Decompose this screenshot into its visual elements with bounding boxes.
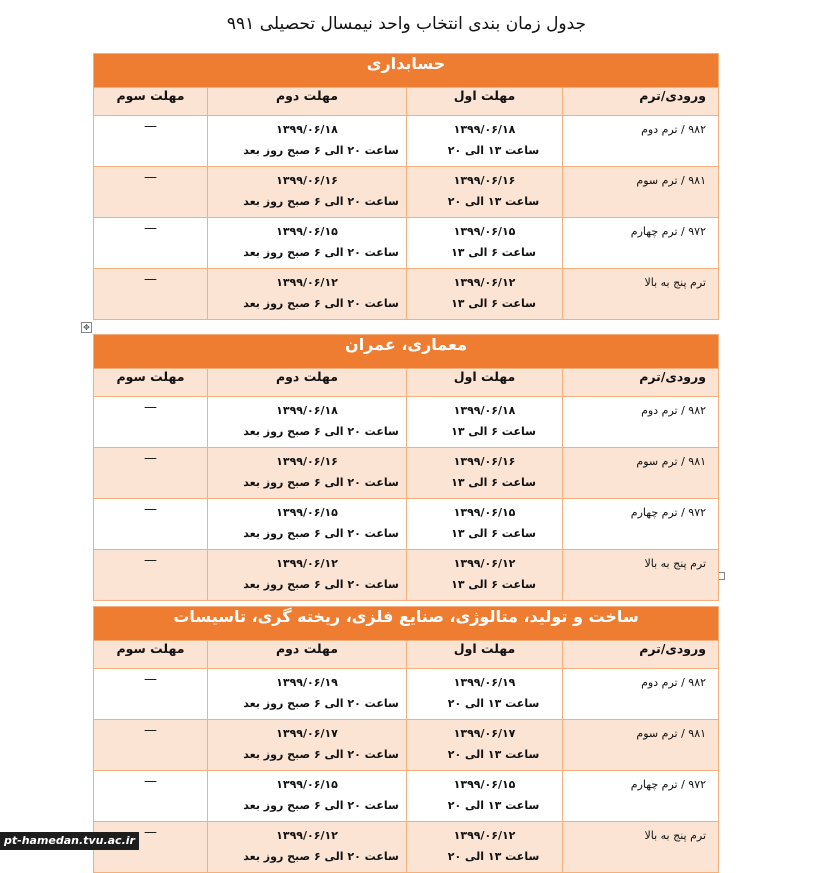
term-cell: ترم پنج به بالا: [563, 822, 719, 873]
deadline-date: ۱۳۹۹/۰۶/۱۸: [276, 404, 338, 417]
third-deadline-cell: —: [94, 397, 208, 448]
column-header-third-deadline: مهلت سوم: [94, 369, 208, 397]
column-header-first-deadline: مهلت اول: [407, 88, 563, 116]
second-deadline-cell: [208, 116, 407, 167]
deadline-date: ۱۳۹۹/۰۶/۱۷: [453, 727, 516, 740]
deadline-date: ۱۳۹۹/۰۶/۱۹: [276, 676, 338, 689]
term-cell: ۹۷۲ / ترم چهارم: [563, 771, 719, 822]
deadline-time: ساعت ۶ الی ۱۳: [451, 578, 536, 591]
schedule-table-architecture: [93, 334, 719, 601]
first-deadline-cell: [407, 218, 563, 269]
deadline-time: ساعت ۲۰ الی ۶ صبح روز بعد: [243, 144, 399, 157]
deadline-time: ساعت ۱۳ الی ۲۰: [447, 748, 540, 761]
deadline-time: ساعت ۱۳ الی ۲۰: [447, 850, 540, 863]
table-row: [94, 499, 719, 550]
deadline-time: ساعت ۶ الی ۱۳: [451, 425, 536, 438]
deadline-time: ساعت ۲۰ الی ۶ صبح روز بعد: [243, 425, 399, 438]
section-title: حسابداری: [94, 54, 719, 88]
schedule-table-manufacturing: [93, 606, 719, 873]
table-row: [94, 822, 719, 873]
deadline-date: ۱۳۹۹/۰۶/۱۲: [276, 829, 338, 842]
schedule-table-accounting: [93, 53, 719, 320]
column-header-second-deadline: مهلت دوم: [208, 88, 407, 116]
deadline-time: ساعت ۲۰ الی ۶ صبح روز بعد: [243, 297, 399, 310]
deadline-date: ۱۳۹۹/۰۶/۱۲: [453, 276, 516, 289]
table-row: [94, 167, 719, 218]
second-deadline-cell: [208, 720, 407, 771]
term-cell: ترم پنج به بالا: [563, 550, 719, 601]
table-row: [94, 669, 719, 720]
page-title: جدول زمان بندی انتخاب واحد نیمسال تحصیلی ۹۹۱: [226, 14, 587, 34]
term-cell: ۹۷۲ / ترم چهارم: [563, 218, 719, 269]
term-cell: ۹۸۱ / ترم سوم: [563, 720, 719, 771]
first-deadline-cell: [407, 499, 563, 550]
deadline-date: ۱۳۹۹/۰۶/۱۵: [276, 778, 338, 791]
table-row: [94, 448, 719, 499]
deadline-time: ساعت ۲۰ الی ۶ صبح روز بعد: [243, 850, 399, 863]
deadline-date: ۱۳۹۹/۰۶/۱۵: [276, 506, 338, 519]
site-watermark: pt-hamedan.tvu.ac.ir: [0, 832, 139, 850]
term-cell: ۹۷۲ / ترم چهارم: [563, 499, 719, 550]
second-deadline-cell: [208, 550, 407, 601]
deadline-date: ۱۳۹۹/۰۶/۱۸: [453, 123, 516, 136]
deadline-time: ساعت ۲۰ الی ۶ صبح روز بعد: [243, 476, 399, 489]
deadline-time: ساعت ۲۰ الی ۶ صبح روز بعد: [243, 246, 399, 259]
deadline-time: ساعت ۶ الی ۱۳: [451, 297, 536, 310]
deadline-date: ۱۳۹۹/۰۶/۱۵: [453, 225, 516, 238]
column-header-second-deadline: مهلت دوم: [208, 641, 407, 669]
third-deadline-cell: —: [94, 218, 208, 269]
deadline-date: ۱۳۹۹/۰۶/۱۲: [276, 276, 338, 289]
first-deadline-cell: [407, 822, 563, 873]
term-cell: ترم پنج به بالا: [563, 269, 719, 320]
table-row: [94, 550, 719, 601]
first-deadline-cell: [407, 771, 563, 822]
table-row: [94, 397, 719, 448]
third-deadline-cell: —: [94, 448, 208, 499]
second-deadline-cell: [208, 397, 407, 448]
third-deadline-cell: —: [94, 167, 208, 218]
column-header-term: ورودی/ترم: [563, 369, 719, 397]
deadline-time: ساعت ۱۳ الی ۲۰: [447, 799, 540, 812]
deadline-date: ۱۳۹۹/۰۶/۱۷: [276, 727, 338, 740]
column-header-third-deadline: مهلت سوم: [94, 88, 208, 116]
second-deadline-cell: [208, 771, 407, 822]
third-deadline-cell: —: [94, 116, 208, 167]
term-cell: ۹۸۲ / ترم دوم: [563, 669, 719, 720]
third-deadline-cell: —: [94, 550, 208, 601]
first-deadline-cell: [407, 669, 563, 720]
term-cell: ۹۸۲ / ترم دوم: [563, 397, 719, 448]
third-deadline-cell: —: [94, 269, 208, 320]
deadline-time: ساعت ۶ الی ۱۳: [451, 527, 536, 540]
deadline-date: ۱۳۹۹/۰۶/۱۶: [276, 174, 338, 187]
term-cell: ۹۸۱ / ترم سوم: [563, 167, 719, 218]
first-deadline-cell: [407, 116, 563, 167]
column-header-second-deadline: مهلت دوم: [208, 369, 407, 397]
third-deadline-cell: —: [94, 822, 208, 873]
section-title: معماری، عمران: [94, 335, 719, 369]
column-header-third-deadline: مهلت سوم: [94, 641, 208, 669]
deadline-time: ساعت ۶ الی ۱۳: [451, 476, 536, 489]
first-deadline-cell: [407, 448, 563, 499]
table-row: [94, 720, 719, 771]
first-deadline-cell: [407, 397, 563, 448]
term-cell: ۹۸۱ / ترم سوم: [563, 448, 719, 499]
second-deadline-cell: [208, 269, 407, 320]
deadline-date: ۱۳۹۹/۰۶/۱۸: [276, 123, 338, 136]
column-header-term: ورودی/ترم: [563, 641, 719, 669]
table-row: [94, 269, 719, 320]
column-header-first-deadline: مهلت اول: [407, 369, 563, 397]
first-deadline-cell: [407, 550, 563, 601]
second-deadline-cell: [208, 499, 407, 550]
column-header-first-deadline: مهلت اول: [407, 641, 563, 669]
table-row: [94, 218, 719, 269]
second-deadline-cell: [208, 448, 407, 499]
column-header-term: ورودی/ترم: [563, 88, 719, 116]
third-deadline-cell: —: [94, 669, 208, 720]
deadline-time: ساعت ۲۰ الی ۶ صبح روز بعد: [243, 799, 399, 812]
second-deadline-cell: [208, 167, 407, 218]
second-deadline-cell: [208, 218, 407, 269]
deadline-time: ساعت ۱۳ الی ۲۰: [447, 195, 540, 208]
deadline-time: ساعت ۲۰ الی ۶ صبح روز بعد: [243, 195, 399, 208]
second-deadline-cell: [208, 822, 407, 873]
deadline-date: ۱۳۹۹/۰۶/۱۹: [453, 676, 516, 689]
deadline-time: ساعت ۲۰ الی ۶ صبح روز بعد: [243, 578, 399, 591]
deadline-time: ساعت ۶ الی ۱۳: [451, 246, 536, 259]
term-cell: ۹۸۲ / ترم دوم: [563, 116, 719, 167]
table-row: [94, 116, 719, 167]
deadline-date: ۱۳۹۹/۰۶/۱۵: [453, 778, 516, 791]
first-deadline-cell: [407, 269, 563, 320]
deadline-time: ساعت ۲۰ الی ۶ صبح روز بعد: [243, 527, 399, 540]
deadline-date: ۱۳۹۹/۰۶/۱۲: [276, 557, 338, 570]
deadline-time: ساعت ۲۰ الی ۶ صبح روز بعد: [243, 748, 399, 761]
deadline-date: ۱۳۹۹/۰۶/۱۶: [453, 174, 516, 187]
deadline-date: ۱۳۹۹/۰۶/۱۲: [453, 557, 516, 570]
third-deadline-cell: —: [94, 499, 208, 550]
first-deadline-cell: [407, 167, 563, 218]
deadline-date: ۱۳۹۹/۰۶/۱۸: [453, 404, 516, 417]
table-row: [94, 771, 719, 822]
deadline-time: ساعت ۱۳ الی ۲۰: [447, 697, 540, 710]
first-deadline-cell: [407, 720, 563, 771]
deadline-date: ۱۳۹۹/۰۶/۱۵: [276, 225, 338, 238]
section-title: ساخت و تولید، متالوژی، صنایع فلزی، ریخته گری، تاسیسات: [94, 607, 719, 641]
deadline-date: ۱۳۹۹/۰۶/۱۵: [453, 506, 516, 519]
deadline-date: ۱۳۹۹/۰۶/۱۶: [453, 455, 516, 468]
third-deadline-cell: —: [94, 771, 208, 822]
third-deadline-cell: —: [94, 720, 208, 771]
deadline-time: ساعت ۱۳ الی ۲۰: [447, 144, 540, 157]
deadline-time: ساعت ۲۰ الی ۶ صبح روز بعد: [243, 697, 399, 710]
deadline-date: ۱۳۹۹/۰۶/۱۶: [276, 455, 338, 468]
second-deadline-cell: [208, 669, 407, 720]
table-move-handle-icon[interactable]: ✥: [81, 322, 92, 333]
deadline-date: ۱۳۹۹/۰۶/۱۲: [453, 829, 516, 842]
